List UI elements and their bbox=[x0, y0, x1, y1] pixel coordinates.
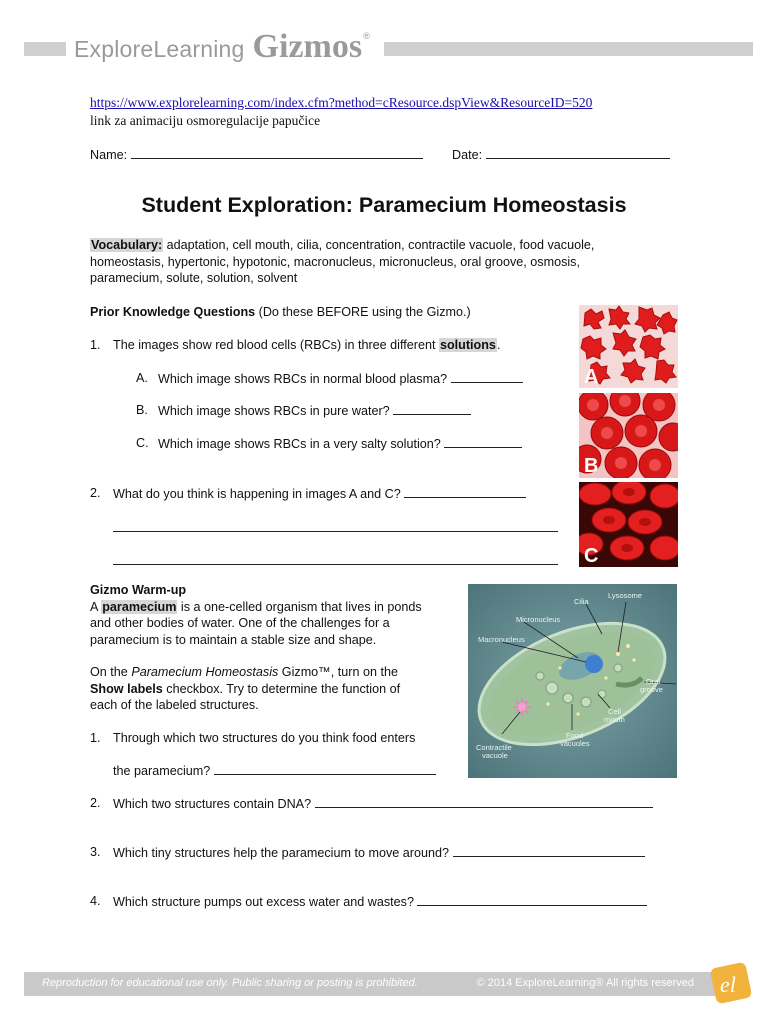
brand-learning: Learning bbox=[153, 36, 245, 62]
rbc-image-c bbox=[579, 482, 678, 567]
answer-blank-q2-line3[interactable] bbox=[113, 564, 558, 565]
label-cell-mouth-1: Cell bbox=[608, 707, 621, 716]
rbc-image-a bbox=[579, 305, 678, 388]
prior-q1-end: . bbox=[496, 338, 501, 352]
warmup-q4-num: 4. bbox=[90, 894, 101, 908]
warmup-q2-text: Which two structures contain DNA? bbox=[113, 797, 312, 811]
warmup-q3-num: 3. bbox=[90, 845, 101, 859]
label-oral-groove-1: Oral bbox=[646, 677, 661, 686]
date-label: Date: bbox=[452, 148, 483, 162]
vocabulary-line-3: paramecium, solute, solution, solvent bbox=[90, 271, 298, 285]
rbc-letter-b: B bbox=[584, 455, 599, 477]
footer-copyright: © 2014 ExploreLearning® All rights reserved bbox=[476, 977, 694, 989]
label-lysosome: Lysosome bbox=[608, 591, 642, 600]
warmup-heading: Gizmo Warm-up bbox=[90, 583, 187, 597]
header-bar-right bbox=[384, 42, 753, 56]
label-cell-mouth-2: mouth bbox=[604, 715, 625, 724]
answer-blank-warmup-q3[interactable] bbox=[453, 844, 645, 857]
page-title: Student Exploration: Paramecium Homeostasis bbox=[141, 193, 627, 217]
answer-blank-warmup-q2[interactable] bbox=[315, 795, 653, 808]
prior-q1 bbox=[113, 337, 500, 354]
label-oral-groove-2: groove bbox=[640, 685, 663, 694]
answer-blank-B[interactable] bbox=[393, 402, 471, 415]
explorelearning-el-logo bbox=[710, 962, 752, 1004]
name-label: Name: bbox=[90, 148, 128, 162]
logo-el-text: el bbox=[720, 972, 736, 997]
warmup-q1-line2 bbox=[113, 762, 436, 780]
rbc-image-b bbox=[579, 393, 678, 478]
vocabulary-line-2: homeostasis, hypertonic, hypotonic, macronucleus, micronucleus, oral groove, osmosis, bbox=[90, 254, 580, 269]
label-cilia: Cilia bbox=[574, 597, 589, 606]
warmup-q4 bbox=[113, 893, 647, 911]
vocabulary-block bbox=[90, 237, 630, 287]
prior-q1-num: 1. bbox=[90, 338, 101, 352]
answer-blank-A[interactable] bbox=[451, 370, 523, 383]
header-bar-left bbox=[24, 42, 66, 56]
label-food-vacuoles-2: vacuoles bbox=[560, 739, 590, 748]
vocabulary-line-1: adaptation, cell mouth, cilia, concentration, contractile vacuole, food vacuole, bbox=[166, 238, 595, 252]
prior-qC-label: C. bbox=[136, 436, 149, 450]
prior-qB bbox=[158, 402, 471, 420]
paramecium-illustration bbox=[468, 584, 677, 778]
gizmo-name: Paramecium Homeostasis bbox=[131, 665, 279, 679]
prior-heading: Prior Knowledge Questions bbox=[90, 305, 256, 319]
label-macronucleus: Macronucleus bbox=[478, 635, 525, 644]
prior-qB-label: B. bbox=[136, 403, 148, 417]
footer-bar bbox=[24, 972, 718, 996]
answer-blank-warmup-q4[interactable] bbox=[417, 893, 647, 906]
date-field-row bbox=[452, 146, 670, 164]
prior-q2-text: What do you think is happening in images A and C? bbox=[113, 487, 401, 501]
warmup-p1-rest: is a one-celled organism that lives in ponds bbox=[180, 599, 422, 614]
label-contractile-1: Contractile bbox=[476, 743, 512, 752]
warmup-p2-b: Gizmo™, turn on the bbox=[281, 665, 398, 679]
label-contractile-2: vacuole bbox=[482, 751, 508, 760]
prior-q1-text: The images show red blood cells (RBCs) in three different bbox=[113, 338, 436, 352]
warmup-q2 bbox=[113, 795, 653, 813]
answer-blank-warmup-q1[interactable] bbox=[214, 762, 436, 775]
warmup-q3-text: Which tiny structures help the paramecium to move around? bbox=[113, 846, 449, 860]
warmup-q2-num: 2. bbox=[90, 796, 101, 810]
warmup-p2-a: On the bbox=[90, 665, 128, 679]
label-micronucleus: Micronucleus bbox=[516, 615, 561, 624]
brand-gizmos: Gizmos bbox=[252, 28, 363, 65]
warmup-p1-a: A bbox=[90, 599, 98, 614]
footer-disclaimer: Reproduction for educational use only. Public sharing or posting is prohibited. bbox=[42, 977, 418, 989]
prior-qC-text: Which image shows RBCs in a very salty solution? bbox=[158, 437, 441, 451]
answer-blank-C[interactable] bbox=[444, 435, 522, 448]
brand-explore: Explore bbox=[74, 36, 154, 62]
prior-heading-row bbox=[90, 304, 471, 321]
answer-blank-q2-line2[interactable] bbox=[113, 531, 558, 532]
prior-qC bbox=[158, 435, 522, 453]
warmup-block bbox=[90, 582, 460, 648]
warmup-q3 bbox=[113, 844, 645, 862]
paramecium-keyword: paramecium bbox=[102, 599, 177, 614]
prior-q2 bbox=[113, 485, 526, 503]
warmup-p1-line3: paramecium is to maintain a stable size and shape. bbox=[90, 632, 377, 647]
warmup-q1-text2: the paramecium? bbox=[113, 764, 211, 778]
prior-heading-note: (Do these BEFORE using the Gizmo.) bbox=[258, 305, 471, 319]
warmup-q4-text: Which structure pumps out excess water and wastes? bbox=[113, 895, 414, 909]
prior-q2-num: 2. bbox=[90, 486, 101, 500]
name-blank[interactable] bbox=[131, 146, 423, 159]
prior-qB-text: Which image shows RBCs in pure water? bbox=[158, 404, 390, 418]
rbc-letter-a: A bbox=[584, 366, 599, 388]
solutions-keyword: solutions bbox=[439, 338, 496, 352]
link-note: link za animaciju osmoregulacije papučice bbox=[90, 113, 321, 128]
brand-registered: ® bbox=[363, 31, 370, 41]
warmup-p2-line3: each of the labeled structures. bbox=[90, 698, 259, 712]
prior-qA bbox=[158, 370, 523, 388]
label-food-vacuoles-1: Food bbox=[566, 731, 584, 740]
animation-link[interactable]: https://www.explorelearning.com/index.cfm?method=cResource.dspView&ResourceID=520 bbox=[90, 95, 593, 110]
prior-qA-label: A. bbox=[136, 371, 148, 385]
explorelearning-gizmos-logo bbox=[74, 28, 370, 68]
show-labels-keyword: Show labels bbox=[90, 681, 163, 696]
rbc-letter-c: C bbox=[584, 545, 599, 567]
warmup-q1-text: Through which two structures do you think food enters bbox=[113, 731, 416, 745]
name-field-row bbox=[90, 146, 423, 164]
warmup-q1-num: 1. bbox=[90, 731, 101, 745]
answer-blank-q2-line1[interactable] bbox=[404, 485, 526, 498]
vocabulary-label: Vocabulary: bbox=[91, 238, 163, 252]
date-blank[interactable] bbox=[486, 146, 670, 159]
warmup-p2-c: checkbox. Try to determine the function of bbox=[166, 681, 401, 696]
warmup-p2 bbox=[90, 664, 460, 714]
warmup-p1-line2: and other bodies of water. One of the challenges for a bbox=[90, 616, 390, 630]
prior-qA-text: Which image shows RBCs in normal blood plasma? bbox=[158, 372, 448, 386]
